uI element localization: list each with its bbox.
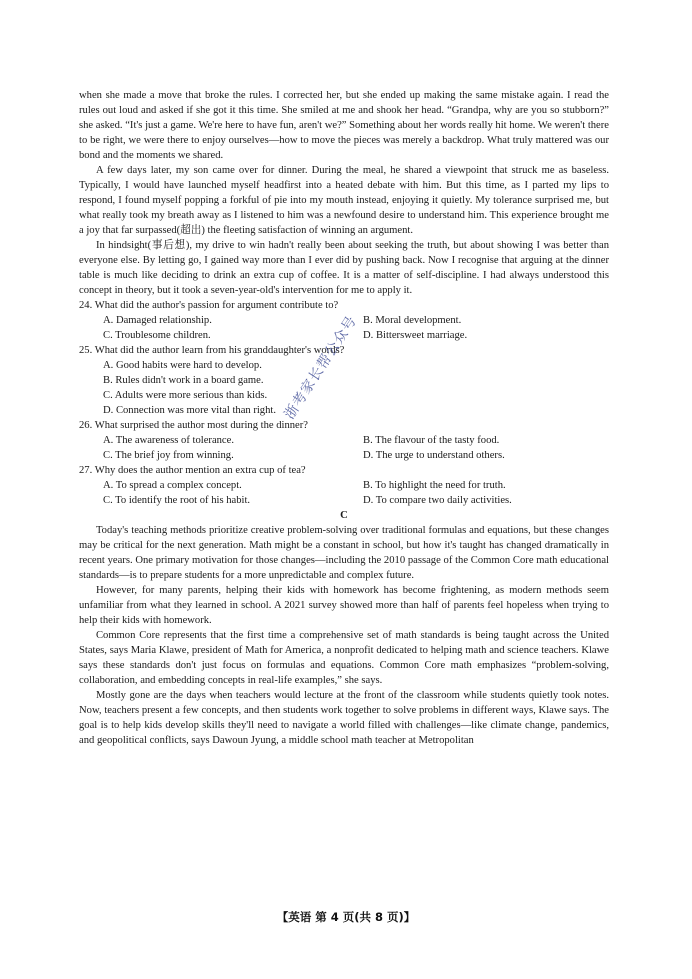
option-d: D. Bittersweet marriage. [363, 330, 468, 341]
question-stem: 25. What did the author learn from his granddaughter's words? [79, 345, 345, 356]
option-a: A. Damaged relationship. [103, 315, 212, 326]
question-options [79, 478, 609, 508]
question-25 [79, 343, 609, 418]
option-a: A. The awareness of tolerance. [103, 435, 234, 446]
option-c: C. The brief joy from winning. [103, 450, 234, 461]
option-a: A. To spread a complex concept. [103, 480, 242, 491]
section-heading: C [340, 510, 348, 521]
question-options [79, 358, 609, 418]
passage-paragraph: Today's teaching methods prioritize creative problem-solving over traditional formulas and equations, but these changes may be critical for the next generation. Math might be a constant in school, but how it's taught has changed dramatically in recent years. One primary motivation for those changes—including the 2010 passage of the Common Core math educational standards—is to prepare students for a more unpredictable and complex future. [79, 525, 609, 581]
option-b: B. Moral development. [363, 315, 462, 326]
option-d: D. To compare two daily activities. [363, 495, 512, 506]
passage-paragraph: Common Core represents that the first time a comprehensive set of math standards is being taught across the United States, says Maria Klawe, president of Math for America, a nonprofit dedicated to helping math and science teachers. Klawe says these standards don't just focus on formulas and equations. Common Core math emphasizes “problem-solving, collaboration, and embedding concepts in real-life examples,” she says. [79, 630, 609, 686]
option-d: D. Connection was more vital than right. [103, 405, 276, 416]
option-b: B. The flavour of the tasty food. [363, 435, 500, 446]
option-b: B. Rules didn't work in a board game. [103, 375, 264, 386]
page-footer: 【英语 第 4 页(共 8 页)】 [276, 910, 416, 924]
page-content [79, 88, 609, 748]
question-options [79, 433, 609, 463]
question-stem: 26. What surprised the author most during the dinner? [79, 420, 308, 431]
option-d: D. The urge to understand others. [363, 450, 505, 461]
passage-paragraph: In hindsight(事后想), my drive to win hadn't really been about seeking the truth, but about showing I was better than everyone else. By letting go, I gained way more than I ever did by pushing back. Now I recognise that arguing at the dinner table is much like deciding to drink an extra cup of coffee. It is a matter of self-discipline. I had always understood this concept in theory, but it took a seven-year-old's intervention for me to apply it. [79, 240, 609, 296]
watermark: 浙考家长帮公众号 [281, 312, 361, 423]
passage-paragraph: when she made a move that broke the rules. I corrected her, but she ended up making the same mistake again. I read the rules out loud and asked if she got it this time. She smiled at me and shook her head. “Grandpa, why are you so stubborn?” she asked. “It's just a game. We're here to have fun, aren't we?” Something about her words really hit home. We weren't there to be right, we were there to enjoy ourselves—how to move the pieces was merely a backdrop. What truly mattered was our bond and the moments we shared. [79, 90, 609, 161]
question-27 [79, 463, 609, 508]
passage-paragraph: A few days later, my son came over for dinner. During the meal, he shared a viewpoint that struck me as baseless. Typically, I would have launched myself headfirst into a heated debate with him. But this time, as I parted my lips to respond, I found myself popping a forkful of pie into my mouth instead, enjoying it quietly. My tolerance surprised me, but what really took my breath away as I listened to him was a newfound desire to understand him. This experience brought me a joy that far surpassed(超出) the fleeting satisfaction of winning an argument. [79, 165, 609, 236]
option-c: C. To identify the root of his habit. [103, 495, 251, 506]
question-stem: 27. Why does the author mention an extra cup of tea? [79, 465, 306, 476]
passage-paragraph: However, for many parents, helping their kids with homework has become frightening, as modern methods seem unfamiliar from what they learned in school. A 2021 survey showed more than half of parents feel hopeless when trying to help their kids with homework. [79, 585, 609, 626]
passage-paragraph: Mostly gone are the days when teachers would lecture at the front of the classroom while students quietly took notes. Now, teachers present a few concepts, and then students work together to solve problems in different ways, Klawe says. The goal is to help kids develop skills they'll need to navigate a world filled with challenges—like climate change, pandemics, and geopolitical conflicts, says Dawoun Jyung, a middle school math teacher at Metropolitan [79, 690, 609, 746]
question-26 [79, 418, 609, 463]
option-b: B. To highlight the need for truth. [363, 480, 506, 491]
option-a: A. Good habits were hard to develop. [103, 360, 262, 371]
option-c: C. Troublesome children. [103, 330, 211, 341]
question-stem: 24. What did the author's passion for argument contribute to? [79, 300, 339, 311]
option-c: C. Adults were more serious than kids. [103, 390, 268, 401]
